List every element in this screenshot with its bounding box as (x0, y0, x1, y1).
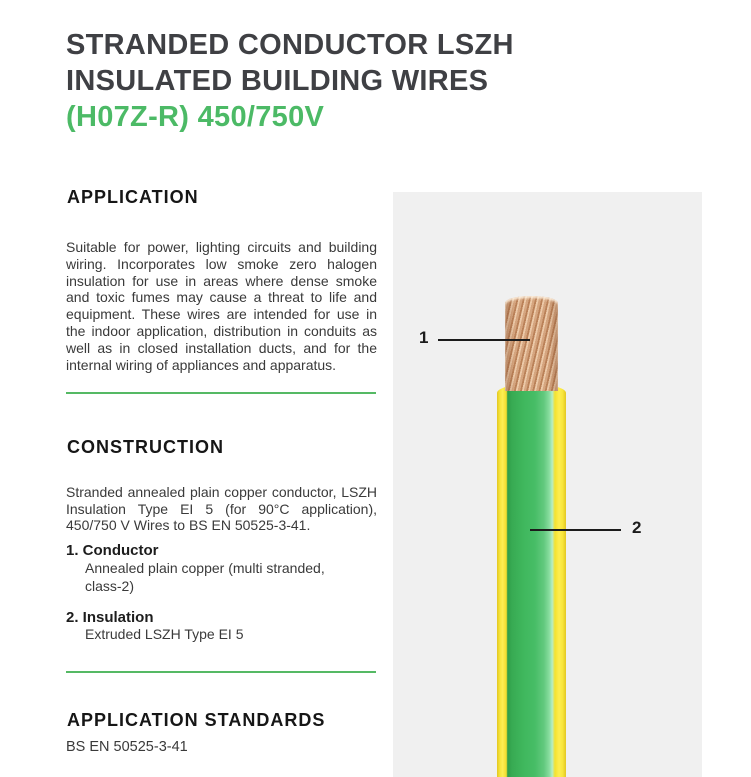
page-title (66, 27, 586, 135)
construction-heading: CONSTRUCTION (67, 437, 224, 457)
callout-1-number: 1 (419, 328, 429, 347)
construction-item-1-description: Annealed plain copper (multi stranded, class-2) (85, 560, 325, 594)
construction-item-2-description: Extruded LSZH Type EI 5 (85, 626, 244, 642)
callout-2-number: 2 (632, 518, 642, 537)
section-divider (66, 392, 376, 394)
construction-item-1-label: 1. Conductor (66, 542, 159, 559)
callout-2-leader-line (530, 529, 621, 531)
title-line-1: STRANDED CONDUCTOR LSZH (66, 29, 514, 61)
construction-item-2-label: 2. Insulation (66, 609, 154, 626)
wire-insulation-jacket (497, 384, 566, 777)
callout-1-leader-line (438, 339, 530, 341)
title-line-2: INSULATED BUILDING WIRES (66, 65, 489, 97)
construction-intro-text: Stranded annealed plain copper conductor, LSZH Insulation Type EI 5 (for 90°C application), 450/750 V Wires to BS EN 50525-3-41. (66, 484, 377, 533)
application-heading: APPLICATION (67, 187, 199, 207)
application-standards-value: BS EN 50525-3-41 (66, 739, 188, 755)
application-body-text: Suitable for power, lighting circuits and building wiring. Incorporates low smoke zero halogen insulation for use in areas where dense smoke and toxic fumes may cause a threat to life and equipment. These wires are intended for use in the indoor application, distribution in conduits as well as in closed installation ducts, and for the internal wiring of appliances and apparatus. (66, 239, 377, 373)
product-image-panel (393, 192, 702, 777)
application-standards-heading: APPLICATION STANDARDS (67, 710, 326, 730)
wire-conductor-strands (505, 296, 558, 391)
title-line-voltage: (H07Z-R) 450/750V (66, 101, 325, 133)
section-divider (66, 671, 376, 673)
